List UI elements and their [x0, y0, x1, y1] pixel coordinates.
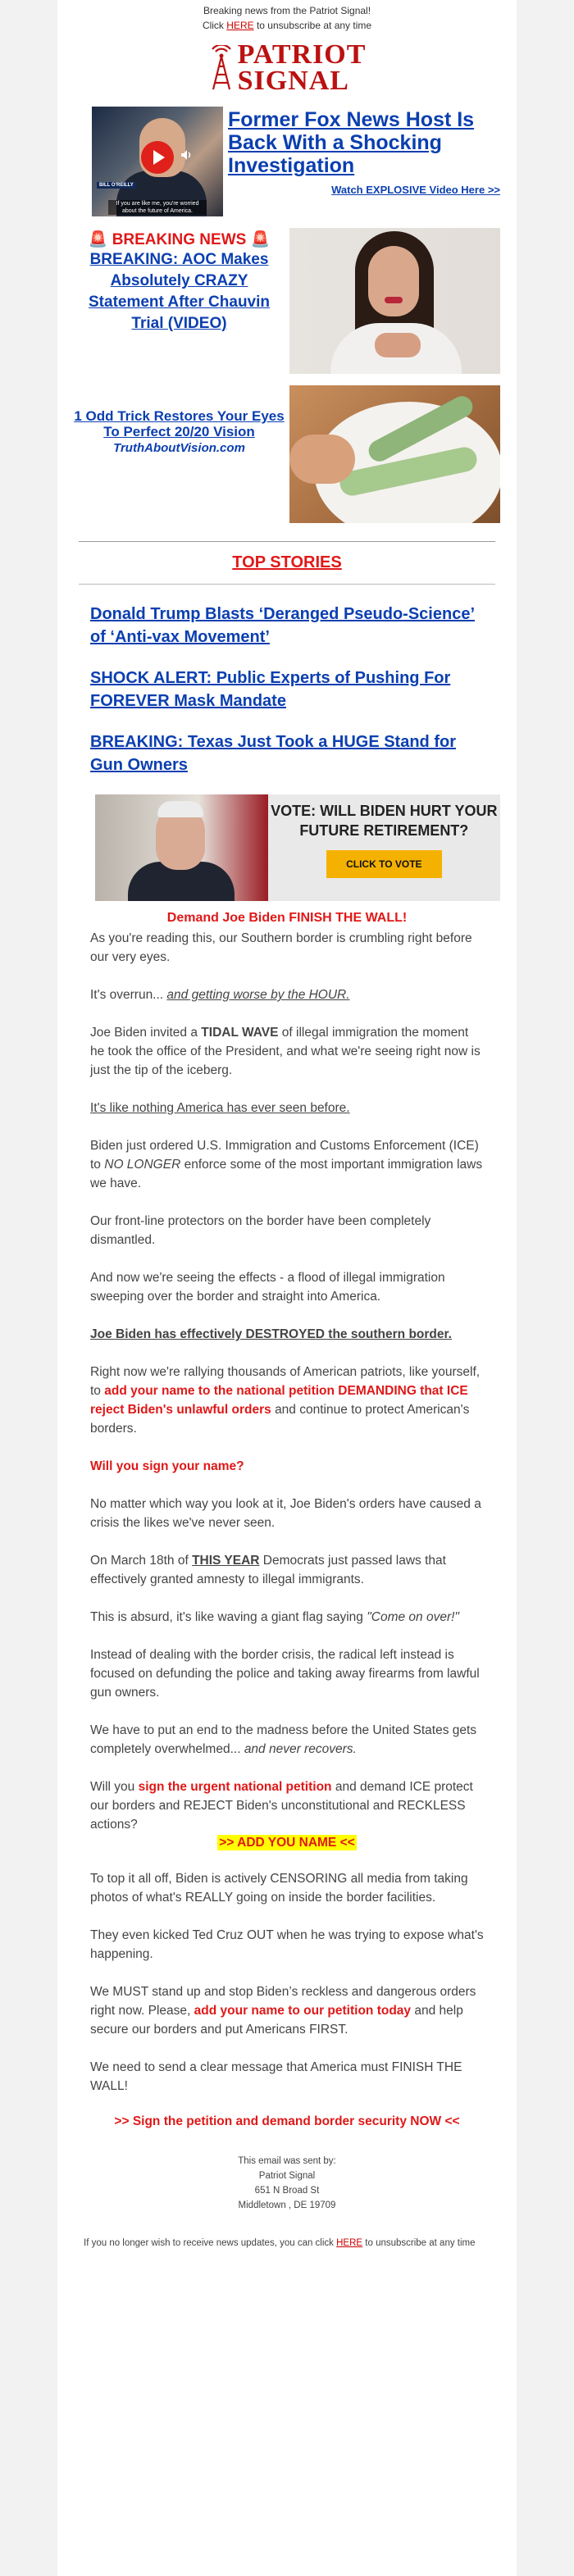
- video-thumbnail[interactable]: [92, 107, 223, 216]
- thumbnail-caption: If you are like me, you're worried about the future of America.: [108, 200, 207, 215]
- email-body: [57, 0, 517, 2576]
- breaking-news-block: [74, 228, 285, 335]
- article-paragraph: We need to send a clear message that America must FINISH THE WALL!: [90, 2060, 462, 2093]
- article-paragraph: They even kicked Ted Cruz OUT when he was trying to expose what's happening.: [90, 1928, 484, 1961]
- logo-text: [237, 39, 367, 96]
- article-paragraph: As you're reading this, our Southern border is crumbling right before our very eyes.: [90, 931, 472, 964]
- petition-link[interactable]: add your name to the national petition DEMANDING that ICE reject Biden's unlawful orders: [90, 1384, 468, 1417]
- article-paragraph: Our front-line protectors on the border have been completely dismantled.: [90, 1214, 431, 1247]
- article-paragraph: And now we're seeing the effects - a flood of illegal immigration sweeping over the border and straight into America.: [90, 1271, 445, 1304]
- petition-link[interactable]: add your name to our petition today: [194, 2004, 412, 2018]
- vote-banner-panel: [268, 794, 500, 901]
- story-link-2[interactable]: SHOCK ALERT: Public Experts of Pushing For FOREVER Mask Mandate: [90, 669, 451, 710]
- sender-info: [74, 2154, 500, 2213]
- logo-line-2: SIGNAL: [237, 66, 349, 96]
- footer-text: If you no longer wish to receive news updates, you can click: [84, 2238, 334, 2248]
- image-figure-hands: [375, 333, 421, 357]
- preheader-unsubscribe: [74, 18, 500, 33]
- preheader-rest: to unsubscribe at any time: [256, 20, 372, 31]
- preheader-click: Click: [202, 20, 224, 31]
- image-figure-face: [368, 246, 419, 316]
- article-body: [90, 929, 484, 2129]
- thumbnail-badge: BILL O'REILLY: [97, 182, 136, 189]
- unsubscribe-link-top[interactable]: HERE: [226, 20, 254, 31]
- article-paragraph: Will you sign your name?: [90, 1459, 244, 1473]
- sender-label: This email was sent by:: [238, 2156, 336, 2166]
- article-paragraph: We MUST stand up and stop Biden’s reckless and dangerous orders right now. Please, add your name to our petition today and help secure our borders and put Americans FIRST.: [90, 1985, 476, 2037]
- article-paragraph: It's like nothing America has ever seen before.: [90, 1101, 350, 1115]
- article-paragraph: Joe Biden invited a TIDAL WAVE of illegal immigration the moment he took the office of the President, and what we're seeing right now is just the tip of the iceberg.: [90, 1026, 481, 1077]
- vision-ad-block: [74, 408, 285, 455]
- divider: [79, 541, 495, 542]
- petition-link[interactable]: sign the urgent national petition: [138, 1780, 332, 1794]
- sign-petition-link[interactable]: >> Sign the petition and demand border security NOW <<: [114, 2114, 460, 2128]
- image-figure-lips: [385, 297, 403, 303]
- article-paragraph: Right now we're rallying thousands of American patriots, like yourself, to add your name to the national petition DEMANDING that ICE reject Biden's unlawful orders and continue to protect American's borders.: [90, 1365, 481, 1436]
- article-paragraph: This is absurd, it's like waving a giant flag saying "Come on over!": [90, 1610, 459, 1624]
- sender-street: 651 N Broad St: [254, 2186, 320, 2196]
- radio-tower-icon: [208, 45, 235, 91]
- breaking-news-label: BREAKING NEWS: [112, 231, 247, 248]
- promo-text: [223, 107, 500, 216]
- top-stories-heading: TOP STORIES: [232, 553, 342, 571]
- breaking-news-heading: [74, 230, 285, 249]
- article-paragraph: Instead of dealing with the border crisis, the radical left instead is focused on defunding the police and taking away firearms from lawful gun owners.: [90, 1648, 480, 1700]
- preheader-text: Breaking news from the Patriot Signal!: [203, 5, 371, 16]
- article-paragraph: We have to put an end to the madness before the United States gets completely overwhelmed... and never recovers.: [90, 1723, 477, 1756]
- story-link-3[interactable]: BREAKING: Texas Just Took a HUGE Stand for Gun Owners: [90, 733, 456, 774]
- article-paragraph: Will you sign the urgent national petition and demand ICE protect our borders and REJECT Biden's unconstitutional and RECKLESS actions?: [90, 1780, 473, 1832]
- add-name-cta[interactable]: >> ADD YOU NAME <<: [219, 1836, 355, 1850]
- breaking-news-row: [74, 228, 500, 374]
- vision-ad-image[interactable]: [289, 385, 500, 523]
- sender-name: Patriot Signal: [258, 2171, 316, 2181]
- footer-unsubscribe: [84, 2236, 490, 2251]
- article-paragraph: To top it all off, Biden is actively CENSORING all media from taking photos of what's REALLY going on inside the border facilities.: [90, 1872, 468, 1905]
- vote-banner-photo: [95, 794, 268, 901]
- vision-ad-source[interactable]: TruthAboutVision.com: [113, 441, 245, 455]
- video-promo: [92, 107, 500, 216]
- article-paragraph: Joe Biden has effectively DESTROYED the southern border.: [90, 1327, 452, 1341]
- article-paragraph: It's overrun... and getting worse by the HOUR.: [90, 988, 350, 1002]
- promo-title-link[interactable]: Former Fox News Host Is Back With a Shocking Investigation: [228, 108, 475, 177]
- image-hand: [289, 435, 355, 484]
- breaking-news-link[interactable]: BREAKING: AOC Makes Absolutely CRAZY Statement After Chauvin Trial (VIDEO): [89, 251, 270, 332]
- preheader: [74, 0, 500, 33]
- article-paragraph: On March 18th of THIS YEAR Democrats just passed laws that effectively granted amnesty to illegal immigrants.: [90, 1554, 446, 1586]
- breaking-news-image[interactable]: [289, 228, 500, 374]
- article-title: Demand Joe Biden FINISH THE WALL!: [166, 911, 408, 925]
- patriot-signal-logo[interactable]: [74, 41, 500, 95]
- vote-title: VOTE: WILL BIDEN HURT YOUR FUTURE RETIREMENT?: [271, 803, 498, 839]
- speaker-icon: [180, 149, 194, 161]
- vote-banner[interactable]: [95, 794, 500, 901]
- footer-text-end: to unsubscribe at any time: [365, 2238, 476, 2248]
- divider: [79, 584, 495, 585]
- click-to-vote-button[interactable]: CLICK TO VOTE: [326, 850, 441, 878]
- story-link-1[interactable]: Donald Trump Blasts ‘Deranged Pseudo-Science’ of ‘Anti-vax Movement’: [90, 605, 476, 646]
- sender-city: Middletown , DE 19709: [238, 2201, 336, 2210]
- siren-icon: 🚨: [250, 231, 271, 248]
- watch-video-link[interactable]: Watch EXPLOSIVE Video Here >>: [331, 184, 500, 196]
- article-paragraph: Biden just ordered U.S. Immigration and Customs Enforcement (ICE) to NO LONGER enforce some of the most important immigration laws we have.: [90, 1139, 483, 1190]
- vision-ad-link[interactable]: 1 Odd Trick Restores Your Eyes To Perfect 20/20 Vision: [74, 408, 285, 439]
- article-paragraph: No matter which way you look at it, Joe Biden's orders have caused a crisis the likes we've never seen.: [90, 1497, 481, 1530]
- vision-ad-row: [74, 385, 500, 523]
- unsubscribe-link-bottom[interactable]: HERE: [336, 2238, 363, 2248]
- photo-figure-hair: [157, 801, 203, 817]
- siren-icon: 🚨: [88, 231, 108, 248]
- play-icon[interactable]: [141, 141, 174, 174]
- logo-line-1: PATRIOT: [237, 39, 367, 70]
